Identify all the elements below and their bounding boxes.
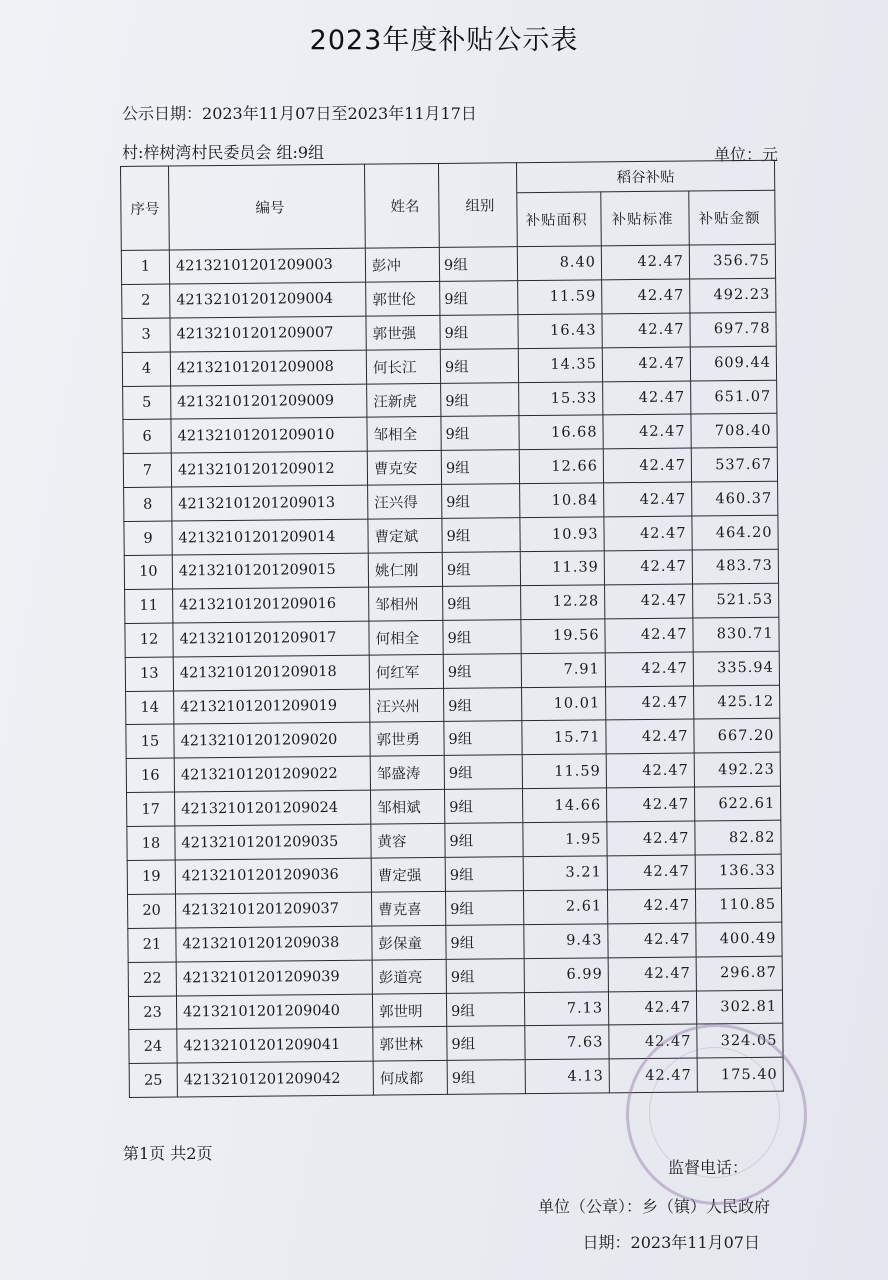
cell-standard: 42.47 [605, 652, 693, 687]
cell-area: 1.95 [523, 822, 607, 857]
date-value: 2023年11月07日 [630, 1233, 760, 1252]
cell-area: 12.28 [521, 585, 605, 620]
cell-code: 42132101201209004 [170, 282, 366, 318]
table-body [121, 244, 783, 1098]
cell-name: 何相全 [369, 620, 443, 655]
period-label: 公示日期： [122, 104, 203, 123]
unit-value: 元 [761, 145, 778, 164]
cell-group: 9组 [443, 619, 521, 654]
cell-name: 曹定斌 [368, 519, 442, 554]
cell-code: 42132101201209042 [177, 1061, 373, 1097]
cell-amount: 175.40 [697, 1058, 783, 1093]
cell-area: 12.66 [519, 449, 603, 484]
cell-no: 20 [127, 894, 175, 928]
cell-group: 9组 [442, 552, 520, 587]
cell-code: 42132101201209015 [172, 553, 368, 589]
cell-amount: 136.33 [695, 854, 781, 889]
subsidy-table [120, 160, 784, 1099]
cell-standard: 42.47 [607, 821, 695, 856]
cell-amount: 830.71 [693, 617, 779, 652]
cell-name: 汪兴得 [368, 485, 442, 520]
cell-standard: 42.47 [605, 584, 693, 619]
cell-no: 18 [127, 826, 175, 860]
header-standard: 补贴标准 [601, 191, 690, 246]
cell-amount: 324.05 [697, 1024, 783, 1059]
cell-code: 42132101201209017 [173, 621, 369, 657]
cell-name: 彭道亮 [372, 959, 446, 994]
cell-no: 15 [126, 724, 174, 758]
cell-group: 9组 [441, 416, 519, 451]
cell-area: 15.33 [519, 381, 603, 416]
cell-group: 9组 [439, 247, 517, 282]
group-value: 9组 [297, 143, 325, 162]
cell-area: 7.13 [524, 991, 608, 1026]
cell-amount: 335.94 [693, 651, 779, 686]
cell-area: 15.71 [522, 720, 606, 755]
cell-area: 3.21 [523, 856, 607, 891]
cell-group: 9组 [443, 586, 521, 621]
cell-code: 42132101201209037 [175, 892, 371, 928]
cell-amount: 110.85 [695, 888, 781, 923]
cell-standard: 42.47 [606, 686, 694, 721]
cell-amount: 492.23 [694, 753, 780, 788]
cell-area: 7.63 [525, 1025, 609, 1060]
cell-standard: 42.47 [604, 550, 692, 585]
cell-group: 9组 [444, 721, 522, 756]
cell-standard: 42.47 [608, 957, 696, 992]
cell-code: 42132101201209016 [173, 587, 369, 623]
date-label: 日期： [582, 1233, 631, 1252]
cell-standard: 42.47 [601, 245, 689, 280]
cell-amount: 460.37 [692, 481, 778, 516]
cell-area: 11.39 [520, 551, 604, 586]
cell-group: 9组 [445, 857, 523, 892]
cell-standard: 42.47 [607, 855, 695, 890]
cell-no: 16 [126, 758, 174, 792]
cell-name: 邹相州 [369, 586, 443, 621]
cell-no: 12 [125, 623, 173, 657]
cell-no: 8 [124, 487, 172, 521]
cell-amount: 667.20 [694, 719, 780, 754]
cell-name: 何长江 [366, 349, 440, 384]
cell-standard: 42.47 [608, 991, 696, 1026]
cell-standard: 42.47 [605, 618, 693, 653]
cell-name: 郭世明 [372, 993, 446, 1028]
cell-name: 姚仁刚 [368, 552, 442, 587]
cell-amount: 609.44 [690, 346, 776, 381]
cell-group: 9组 [446, 924, 524, 959]
cell-name: 郭世强 [366, 315, 440, 350]
cell-no: 21 [128, 928, 176, 962]
cell-group: 9组 [443, 653, 521, 688]
cell-area: 4.13 [525, 1059, 609, 1094]
cell-standard: 42.47 [604, 516, 692, 551]
cell-amount: 708.40 [691, 414, 777, 449]
cell-no: 5 [123, 386, 171, 420]
cell-amount: 302.81 [696, 990, 782, 1025]
cell-area: 2.61 [523, 890, 607, 925]
header-area: 补贴面积 [517, 192, 602, 247]
issuing-unit: 单位（公章）：乡（镇）人民政府 [537, 1197, 770, 1216]
cell-code: 42132101201209040 [176, 994, 372, 1030]
cell-standard: 42.47 [602, 347, 690, 382]
cell-code: 42132101201209008 [170, 350, 366, 386]
village-label: 村: [122, 143, 144, 162]
cell-name: 汪兴州 [370, 688, 444, 723]
cell-standard: 42.47 [606, 787, 694, 822]
cell-no: 9 [124, 521, 172, 555]
header-group: 组别 [438, 163, 517, 248]
cell-no: 22 [128, 962, 176, 996]
cell-code: 42132101201209012 [171, 451, 367, 487]
cell-name: 何成都 [373, 1061, 447, 1096]
header-no: 序号 [121, 166, 170, 250]
cell-no: 17 [127, 792, 175, 826]
cell-group: 9组 [447, 1026, 525, 1061]
cell-code: 42132101201209035 [175, 824, 371, 860]
cell-code: 42132101201209013 [172, 485, 368, 521]
cell-no: 2 [122, 284, 170, 318]
cell-no: 1 [121, 250, 169, 284]
cell-name: 汪新虎 [367, 383, 441, 418]
cell-name: 郭世伦 [366, 281, 440, 316]
cell-group: 9组 [442, 518, 520, 553]
document-title: 2023年度补贴公示表 [309, 25, 579, 56]
cell-standard: 42.47 [602, 313, 690, 348]
cell-group: 9组 [445, 789, 523, 824]
cell-amount: 425.12 [694, 685, 780, 720]
header-subsidy-group: 稻谷补贴 [516, 160, 774, 192]
cell-area: 9.43 [524, 924, 608, 959]
cell-amount: 464.20 [692, 515, 778, 550]
cell-code: 42132101201209019 [174, 689, 370, 725]
cell-group: 9组 [441, 450, 519, 485]
cell-group: 9组 [444, 687, 522, 722]
cell-code: 42132101201209018 [173, 655, 369, 691]
cell-group: 9组 [446, 992, 524, 1027]
cell-no: 13 [125, 657, 173, 691]
cell-amount: 492.23 [690, 278, 776, 313]
supervision-phone: 监督电话： [667, 1158, 748, 1177]
cell-amount: 82.82 [695, 820, 781, 855]
cell-standard: 42.47 [609, 1024, 697, 1059]
cell-amount: 521.53 [693, 583, 779, 618]
cell-group: 9组 [441, 382, 519, 417]
cell-area: 10.01 [522, 686, 606, 721]
cell-name: 何红军 [369, 654, 443, 689]
cell-name: 彭冲 [365, 247, 439, 282]
cell-area: 11.59 [518, 280, 602, 315]
group-label: 组: [276, 143, 298, 162]
cell-code: 42132101201209020 [174, 723, 370, 759]
cell-no: 23 [128, 996, 176, 1030]
header-name: 姓名 [364, 163, 439, 248]
cell-name: 邹相斌 [371, 790, 445, 825]
cell-name: 郭世勇 [370, 722, 444, 757]
cell-area: 16.43 [518, 314, 602, 349]
cell-code: 42132101201209024 [175, 790, 371, 826]
cell-code: 42132101201209007 [170, 316, 366, 352]
cell-area: 10.93 [520, 517, 604, 552]
cell-group: 9组 [445, 823, 523, 858]
cell-amount: 537.67 [691, 448, 777, 483]
unit-label: 单位： [713, 145, 762, 164]
cell-no: 10 [124, 555, 172, 589]
header-amount: 补贴金额 [689, 190, 776, 245]
cell-area: 16.68 [519, 415, 603, 450]
cell-amount: 483.73 [692, 549, 778, 584]
cell-area: 7.91 [521, 653, 605, 688]
cell-standard: 42.47 [602, 279, 690, 314]
table-row [129, 1058, 783, 1098]
cell-no: 4 [122, 352, 170, 386]
cell-code: 42132101201209010 [171, 418, 367, 454]
period-value: 2023年11月07日至2023年11月17日 [202, 104, 477, 123]
cell-area: 19.56 [521, 619, 605, 654]
cell-amount: 697.78 [690, 312, 776, 347]
cell-name: 彭保童 [372, 925, 446, 960]
cell-area: 8.40 [517, 246, 601, 281]
cell-group: 9组 [444, 755, 522, 790]
cell-amount: 356.75 [689, 244, 775, 279]
cell-no: 3 [122, 318, 170, 352]
cell-standard: 42.47 [606, 753, 694, 788]
cell-name: 黄容 [371, 824, 445, 859]
cell-group: 9组 [440, 348, 518, 383]
cell-code: 42132101201209003 [169, 248, 365, 284]
cell-name: 郭世林 [373, 1027, 447, 1062]
cell-code: 42132101201209039 [176, 960, 372, 996]
cell-name: 曹克安 [367, 451, 441, 486]
issue-date [583, 1230, 760, 1253]
cell-area: 14.35 [518, 348, 602, 383]
cell-no: 19 [127, 860, 175, 894]
cell-amount: 651.07 [691, 380, 777, 415]
notice-village [122, 140, 324, 163]
cell-area: 11.59 [522, 754, 606, 789]
cell-code: 42132101201209014 [172, 519, 368, 555]
cell-no: 7 [123, 453, 171, 487]
cell-group: 9组 [440, 314, 518, 349]
cell-standard: 42.47 [604, 482, 692, 517]
cell-amount: 296.87 [696, 956, 782, 991]
cell-standard: 42.47 [603, 381, 691, 416]
table-header [121, 160, 776, 250]
cell-no: 11 [125, 589, 173, 623]
header-code: 编号 [169, 164, 366, 250]
cell-code: 42132101201209009 [171, 384, 367, 420]
cell-standard: 42.47 [603, 448, 691, 483]
cell-group: 9组 [440, 281, 518, 316]
cell-group: 9组 [447, 1060, 525, 1095]
cell-name: 邹盛涛 [370, 756, 444, 791]
cell-no: 24 [129, 1029, 177, 1063]
cell-name: 曹克喜 [371, 891, 445, 926]
cell-standard: 42.47 [609, 1058, 697, 1093]
cell-no: 14 [126, 691, 174, 725]
cell-code: 42132101201209036 [175, 858, 371, 894]
cell-name: 曹定强 [371, 857, 445, 892]
notice-period [122, 101, 477, 124]
cell-code: 42132101201209038 [176, 926, 372, 962]
village-value: 梓树湾村民委员会 [143, 143, 272, 162]
cell-standard: 42.47 [606, 719, 694, 754]
cell-no: 6 [123, 419, 171, 453]
cell-name: 邹相全 [367, 417, 441, 452]
cell-amount: 400.49 [696, 922, 782, 957]
cell-group: 9组 [445, 891, 523, 926]
cell-area: 10.84 [520, 483, 604, 518]
cell-standard: 42.47 [608, 923, 696, 958]
cell-amount: 622.61 [694, 786, 780, 821]
cell-code: 42132101201209041 [177, 1028, 373, 1064]
cell-area: 6.99 [524, 958, 608, 993]
cell-group: 9组 [442, 484, 520, 519]
cell-group: 9组 [446, 958, 524, 993]
cell-standard: 42.47 [607, 889, 695, 924]
cell-code: 42132101201209022 [174, 756, 370, 792]
cell-standard: 42.47 [603, 414, 691, 449]
cell-no: 25 [129, 1063, 177, 1097]
page-indicator: 第1页 共2页 [123, 1144, 213, 1163]
cell-area: 14.66 [522, 788, 606, 823]
